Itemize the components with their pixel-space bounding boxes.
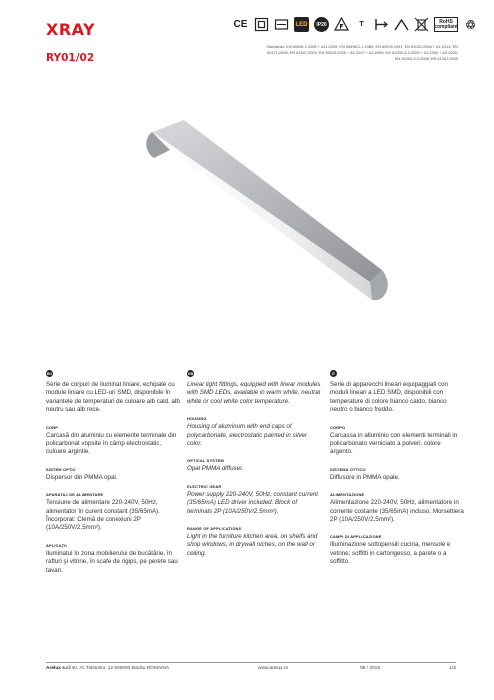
section-text: Carcasă din aluminiu cu elemente terminale din policarbonat vopsite în câmp electrostatic, culoare argintie.	[46, 431, 177, 456]
column-romanian	[46, 370, 181, 575]
product-image	[140, 110, 400, 350]
svg-text:F: F	[339, 23, 344, 31]
weee-bin-icon	[414, 17, 429, 32]
page-footer	[46, 662, 456, 671]
f-mark-icon	[334, 17, 349, 32]
recycle-icon: ♲	[465, 17, 476, 32]
section-title: HOUSING	[187, 416, 207, 422]
section-title: ELECTRIC GEAR	[187, 483, 222, 489]
language-flag-it: IT	[331, 371, 336, 376]
website-link[interactable]: www.arelux.ro	[258, 666, 289, 671]
section-title: CORPO	[330, 424, 346, 430]
section-text: Tensiune de alimentare 220-240V, 50Hz, alimentator în curent constant (35/65mA). Încorporat: Clemă de conexiuni 2P (10A/250V/2,5mm²).	[46, 499, 160, 532]
section-title: OPTICAL SYSTEM	[187, 458, 224, 464]
intro-text: Serie de corpuri de iluminat liniare, echipate cu module liniare cu LED-uri SMD, disponibile în variantele de temperaturi de culoare alb cald, alb neutru sau alb rece.	[46, 381, 180, 414]
section-text: Illuminazione sottopensili cucina, mensole e vetrine; soffitti in cartongesso, a parete o a soffitto.	[330, 541, 451, 566]
section-title: CORP	[46, 424, 59, 430]
publication-date: 08 / 2015	[360, 666, 381, 671]
section-title: ALIMENTAZIONE	[330, 492, 365, 498]
section-text: Opal PMMA diffuser.	[187, 465, 244, 473]
section-text: Power supply 220-240V, 50Hz, constant current (35/65mA) LED driver included. Block of terminals 2P (10A/250V/2,5mm²).	[187, 490, 318, 515]
ce-mark-icon: CE	[233, 19, 248, 30]
column-italian	[330, 370, 465, 567]
company-name: Arelux s.r.l	[46, 666, 71, 671]
section-title: APLICAŢII	[46, 542, 67, 548]
class-ii-icon	[254, 17, 269, 32]
language-flag-ro: RO	[46, 371, 53, 376]
section-title: RANGE OF APPLICATIONS	[187, 526, 242, 532]
section-text: Housing of aluminum with end caps of polycarbonate, electrostatic painted in silver color.	[187, 423, 308, 448]
model-code: RY01/02	[46, 52, 95, 64]
section-text: Dispersor din PMMA opal.	[46, 473, 118, 481]
standards-text: Standards: EN 60598-1:2008 + A11:2009; EN 60598-2-1:1989; EN 60529:1991; EN 62031:2008 + A1:2013; EN 62471:2008; EN 61547:2009; EN 55015:2006 + A1:2007 + A2:2009; EN 61000-3-2:2006 + A1:2009 + A2:2009; EN 61000-3-3:2008; EN 61347:2009	[266, 44, 458, 62]
column-english	[187, 370, 322, 558]
brand-logo: XRAY	[46, 20, 96, 39]
t-mark-icon: T	[359, 21, 364, 28]
section-text: Iluminatul în zona mobilierului de bucătărie, în rafturi şi vitrine, în scafe de rigips, pe perete sau tavan.	[46, 549, 178, 574]
tilt-icon	[374, 17, 389, 32]
rohs-icon: RoHS compliant	[434, 17, 458, 32]
section-text: Light in the furniture kitchen area, on shelfs and shop windows, in drywall niches, on the wall or ceiling.	[187, 533, 318, 557]
section-title: APARATAJ DE ALIMENTARE	[46, 492, 104, 498]
intro-text: Serie di apparecchi lineari equipaggiati con moduli lineari a LED SMD, disponibili con temperature di colore bianco caldo, bianco neutro o bianco freddo.	[330, 381, 448, 414]
ballast-icon	[274, 17, 289, 32]
language-flag-gb: GB	[187, 371, 194, 376]
ip20-icon: IP20	[314, 17, 329, 32]
intro-text: Linear light fittings, equipped with linear modules with SMD LEDs, available in warm white, neutral white or cool white color temperature.	[187, 381, 321, 405]
company-address	[46, 666, 169, 671]
section-text: Alimentazione 220-240V, 50Hz, alimentatore in corrente costante (35/65mA) incluso. Morsettiera 2P (10A/250V/2,5mm²).	[330, 499, 464, 524]
ceiling-mount-icon	[394, 17, 409, 32]
page-number: 1/2	[449, 666, 456, 671]
led-icon: LED	[294, 17, 309, 32]
address-text: str. Al. Tolstoimr. 12 600093 Bacău ROMANIA	[70, 666, 170, 671]
section-title: CAMPI DI APPLICAZIONE	[330, 534, 382, 540]
section-text: Carcassa in alluminio con elementi terminali in policarbonato verniciato a polveri, colore argento.	[330, 431, 458, 456]
section-title: SISTEM OPTIC	[46, 466, 76, 472]
section-text: Diffusore in PMMA opale.	[330, 473, 400, 481]
section-title: SISTEMA OTTICO	[330, 466, 366, 472]
certification-icons	[232, 17, 478, 32]
